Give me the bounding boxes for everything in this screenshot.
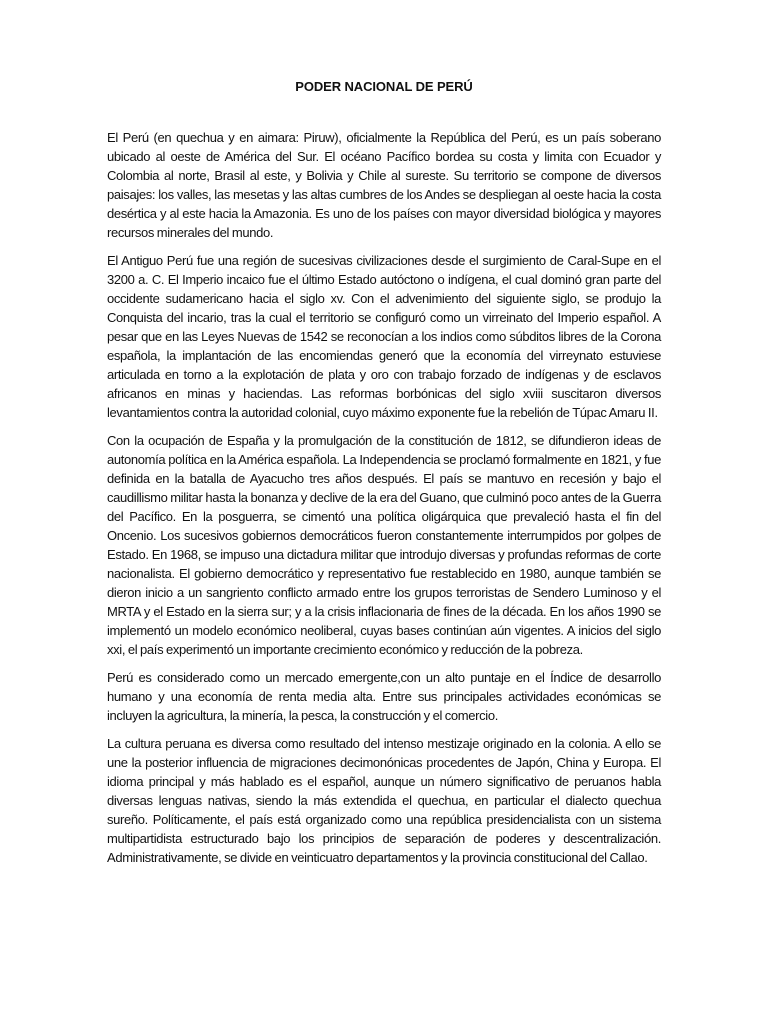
paragraph-4: Perú es considerado como un mercado emergente,con un alto puntaje en el Índice de desarrollo humano y una economía de renta media alta. Entre sus principales actividades económicas se incluyen la agricultura, la minería, la pesca, la construcción y el comercio. [107, 670, 661, 723]
paragraph-3: Con la ocupación de España y la promulgación de la constitución de 1812, se difundieron ideas de autonomía política en la América española. La Independencia se proclamó formalmente en 1821, y fue definida en la batalla de Ayacucho tres años después. El país se mantuvo en recesión y bajo el caudillismo militar hasta la bonanza y declive de la era del Guano, que culminó poco antes de la Guerra del Pacífico. En la posguerra, se cimentó una política oligárquica que prevaleció hasta el fin del Oncenio. Los sucesivos gobiernos democráticos fueron constantemente interrumpidos por golpes de Estado. En 1968, se impuso una dictadura militar que introdujo diversas y profundas reformas de corte nacionalista. El gobierno democrático y representativo fue restablecido en 1980, aunque también se dieron inicio a un sangriento conflicto armado entre los grupos terroristas de Sendero Luminoso y el MRTA y el Estado en la sierra sur; y a la crisis inflacionaria de fines de la década. En los años 1990 se implementó un modelo económico neoliberal, cuyas bases continúan aún vigentes. A inicios del siglo xxi, el país experimentó un importante crecimiento económico y reducción de la pobreza. [107, 433, 661, 657]
paragraph-1: El Perú (en quechua y en aimara: Piruw), oficialmente la República del Perú, es un país soberano ubicado al oeste de América del Sur. El océano Pacífico bordea su costa y limita con Ecuador y Colombia al norte, Brasil al este, y Bolivia y Chile al sureste. Su territorio se compone de diversos paisajes: los valles, las mesetas y las altas cumbres de los Andes se despliegan al oeste hacia la costa desértica y al este hacia la Amazonia. Es uno de los países con mayor diversidad biológica y mayores recursos minerales del mundo. [107, 130, 661, 240]
paragraph-2: El Antiguo Perú fue una región de sucesivas civilizaciones desde el surgimiento de Caral-Supe en el 3200 a. C. El Imperio incaico fue el último Estado autóctono o indígena, el cual dominó gran parte del occidente sudamericano hacia el siglo xv. Con el advenimiento del siguiente siglo, se produjo la Conquista del incario, tras la cual el territorio se configuró como un virreinato del Imperio español. A pesar que en las Leyes Nuevas de 1542 se reconocían a los indios como súbditos libres de la Corona española, la implantación de las encomiendas generó que la economía del virreynato estuviese articulada en torno a la explotación de plata y oro con trabajo forzado de indígenas y de esclavos africanos en minas y haciendas. Las reformas borbónicas del siglo xviii suscitaron diversos levantamientos contra la autoridad colonial, cuyo máximo exponente fue la rebelión de Túpac Amaru II. [107, 253, 661, 420]
document-title: PODER NACIONAL DE PERÚ [295, 79, 473, 94]
document-body [107, 128, 661, 876]
paragraph-5: La cultura peruana es diversa como resultado del intenso mestizaje originado en la colonia. A ello se une la posterior influencia de migraciones decimonónicas procedentes de Japón, China y Europa. El idioma principal y más hablado es el español, aunque un número significativo de peruanos habla diversas lenguas nativas, siendo la más extendida el quechua, en particular el dialecto quechua sureño. Políticamente, el país está organizado como una república presidencialista con un sistema multipartidista estructurado bajo los principios de separación de poderes y descentralización. Administrativamente, se divide en veinticuatro departamentos y la provincia constitucional del Callao. [107, 736, 661, 865]
